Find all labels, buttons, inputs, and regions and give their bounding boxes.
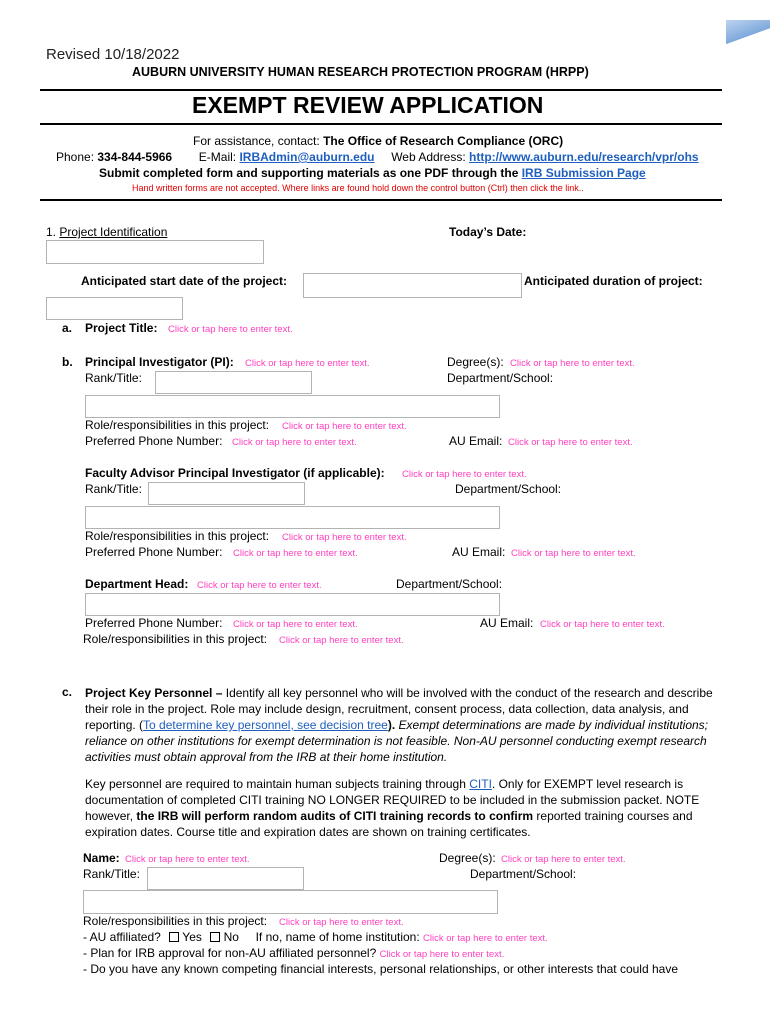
kp-rank-input[interactable] bbox=[147, 867, 304, 890]
key-personnel-heading: Project Key Personnel – bbox=[85, 686, 226, 700]
fa-phone-label: Preferred Phone Number: bbox=[85, 545, 223, 559]
kp-role-label: Role/responsibilities in this project: bbox=[83, 914, 268, 928]
item-c-marker: c. bbox=[62, 685, 73, 699]
title-rule bbox=[40, 123, 722, 125]
submit-line bbox=[99, 166, 646, 180]
revised-date: Revised 10/18/2022 bbox=[46, 46, 180, 63]
irb-submission-link[interactable]: IRB Submission Page bbox=[521, 166, 646, 180]
dh-role-field[interactable]: Click or tap here to enter text. bbox=[279, 635, 404, 646]
pi-degrees-label: Degree(s): bbox=[447, 355, 504, 369]
pi-degrees-field[interactable]: Click or tap here to enter text. bbox=[510, 358, 635, 369]
item-a-marker: a. bbox=[62, 321, 73, 335]
pi-email-label: AU Email: bbox=[449, 434, 503, 448]
fa-rank-input[interactable] bbox=[148, 482, 305, 505]
project-title-label: Project Title: bbox=[85, 321, 158, 335]
phone-label: Phone: bbox=[56, 150, 98, 164]
assist-office: The Office of Research Compliance (ORC) bbox=[323, 134, 564, 148]
plan-irb-label: - Plan for IRB approval for non-AU affiliated personnel? bbox=[83, 946, 377, 960]
kp-name-label: Name: bbox=[83, 851, 120, 865]
citi-text-3: reported training courses and expiration dates. Course title and expiration dates are shown on training certificates. bbox=[85, 809, 693, 839]
top-rule bbox=[40, 89, 722, 91]
web-label: Web Address: bbox=[391, 150, 470, 164]
pi-rank-input[interactable] bbox=[155, 371, 312, 394]
email-link[interactable]: IRBAdmin@auburn.edu bbox=[239, 150, 375, 164]
section1-title: Project Identification bbox=[59, 225, 168, 239]
dh-dept-input[interactable] bbox=[85, 593, 500, 616]
competing-interests-line: - Do you have any known competing financial interests, personal relationships, or other interests that could have bbox=[83, 962, 678, 976]
au-affiliated-row bbox=[83, 930, 548, 944]
after-link: ). bbox=[387, 718, 396, 732]
dh-role-label: Role/responsibilities in this project: bbox=[83, 632, 268, 646]
plan-irb-field[interactable]: Click or tap here to enter text. bbox=[379, 949, 505, 960]
pi-label: Principal Investigator (PI): bbox=[85, 355, 234, 369]
key-personnel-intro bbox=[85, 685, 715, 765]
start-date-label: Anticipated start date of the project: bbox=[81, 274, 288, 288]
dh-email-label: AU Email: bbox=[480, 616, 534, 630]
phone-number: 334-844-5966 bbox=[97, 150, 173, 164]
fa-role-field[interactable]: Click or tap here to enter text. bbox=[282, 532, 407, 543]
web-link[interactable]: http://www.auburn.edu/research/vpr/ohs bbox=[469, 150, 699, 164]
yes-label: Yes bbox=[182, 930, 202, 944]
todays-date-input[interactable] bbox=[46, 297, 183, 320]
pi-role-label: Role/responsibilities in this project: bbox=[85, 418, 270, 432]
fa-email-field[interactable]: Click or tap here to enter text. bbox=[511, 548, 636, 559]
pi-dept-label: Department/School: bbox=[447, 371, 554, 385]
kp-dept-label: Department/School: bbox=[470, 867, 577, 881]
home-institution-field[interactable]: Click or tap here to enter text. bbox=[423, 933, 548, 944]
kp-rank-label: Rank/Title: bbox=[83, 867, 140, 881]
org-name: AUBURN UNIVERSITY HUMAN RESEARCH PROTECTION PROGRAM (HRPP) bbox=[132, 65, 589, 79]
item-b-marker: b. bbox=[62, 355, 73, 369]
todays-date-label: Today’s Date: bbox=[449, 225, 527, 239]
dh-name-field[interactable]: Click or tap here to enter text. bbox=[197, 580, 322, 591]
plan-irb-row bbox=[83, 946, 504, 960]
submit-text: Submit completed form and supporting materials as one PDF through the bbox=[99, 166, 522, 180]
pi-role-field[interactable]: Click or tap here to enter text. bbox=[282, 421, 407, 432]
page-title: EXEMPT REVIEW APPLICATION bbox=[192, 92, 544, 118]
citi-text-1: Key personnel are required to maintain human subjects training through bbox=[85, 777, 470, 791]
handwritten-note: Hand written forms are not accepted. Where links are found hold down the control button (Ctrl) then click the link.. bbox=[132, 183, 584, 193]
duration-label: Anticipated duration of project: bbox=[524, 274, 703, 288]
citi-audit-text: the IRB will perform random audits of CITI training records to confirm bbox=[136, 809, 534, 823]
fa-role-label: Role/responsibilities in this project: bbox=[85, 529, 270, 543]
fa-dept-label: Department/School: bbox=[455, 482, 562, 496]
kp-role-field[interactable]: Click or tap here to enter text. bbox=[279, 917, 404, 928]
fa-name-field[interactable]: Click or tap here to enter text. bbox=[402, 469, 527, 480]
dh-phone-field[interactable]: Click or tap here to enter text. bbox=[233, 619, 358, 630]
yes-checkbox[interactable] bbox=[169, 932, 179, 942]
citi-link[interactable]: CITI bbox=[469, 777, 492, 791]
no-label: No bbox=[223, 930, 239, 944]
page-corner-fold bbox=[726, 20, 770, 44]
pi-dept-input[interactable] bbox=[85, 395, 500, 418]
pi-phone-field[interactable]: Click or tap here to enter text. bbox=[232, 437, 357, 448]
pi-rank-label: Rank/Title: bbox=[85, 371, 142, 385]
dh-label: Department Head: bbox=[85, 577, 189, 591]
dh-email-field[interactable]: Click or tap here to enter text. bbox=[540, 619, 665, 630]
kp-dept-input[interactable] bbox=[83, 890, 498, 914]
pi-email-field[interactable]: Click or tap here to enter text. bbox=[508, 437, 633, 448]
kp-degrees-label: Degree(s): bbox=[439, 851, 496, 865]
pi-name-field[interactable]: Click or tap here to enter text. bbox=[245, 358, 370, 369]
kp-name-field[interactable]: Click or tap here to enter text. bbox=[125, 854, 250, 865]
section1-number: 1. bbox=[46, 225, 60, 239]
fa-dept-input[interactable] bbox=[85, 506, 500, 529]
key-personnel-intro-text: Identify all key personnel who will be involved with the conduct of the research and describe their role in the project. Role may include design, recruitment, consent process, data collection, data analysis, and reporting. ( bbox=[85, 686, 713, 732]
citi-text-2: . Only for EXEMPT level research is documentation of completed CITI training NO LONGER REQUIRED to be included in the submission packet. NOTE however, bbox=[85, 777, 700, 823]
exempt-note: Exempt determinations are made by individual institutions; reliance on other institutions for exempt determination is not feasible. Non-AU personnel conducting exempt research activities must obtain approval from the IRB at their home institution. bbox=[85, 718, 709, 764]
citi-paragraph bbox=[85, 776, 715, 840]
dh-dept-label: Department/School: bbox=[396, 577, 503, 591]
project-id-input[interactable] bbox=[46, 240, 264, 264]
kp-degrees-field[interactable]: Click or tap here to enter text. bbox=[501, 854, 626, 865]
assist-prefix: For assistance, contact: bbox=[193, 134, 324, 148]
contact-line bbox=[56, 150, 699, 164]
pi-phone-label: Preferred Phone Number: bbox=[85, 434, 223, 448]
decision-tree-link[interactable]: To determine key personnel, see decision tree bbox=[143, 718, 388, 732]
section1-heading bbox=[46, 225, 167, 239]
project-title-field[interactable]: Click or tap here to enter text. bbox=[168, 324, 293, 335]
fa-phone-field[interactable]: Click or tap here to enter text. bbox=[233, 548, 358, 559]
no-checkbox[interactable] bbox=[210, 932, 220, 942]
assistance-line bbox=[193, 134, 563, 148]
fa-email-label: AU Email: bbox=[452, 545, 506, 559]
dh-phone-label: Preferred Phone Number: bbox=[85, 616, 223, 630]
start-date-input[interactable] bbox=[303, 273, 522, 298]
au-affiliated-label: - AU affiliated? bbox=[83, 930, 161, 944]
header-bottom-rule bbox=[40, 199, 722, 201]
home-institution-label: If no, name of home institution: bbox=[255, 930, 420, 944]
fa-rank-label: Rank/Title: bbox=[85, 482, 142, 496]
fa-label: Faculty Advisor Principal Investigator (if applicable): bbox=[85, 466, 385, 480]
email-label: E-Mail: bbox=[198, 150, 240, 164]
